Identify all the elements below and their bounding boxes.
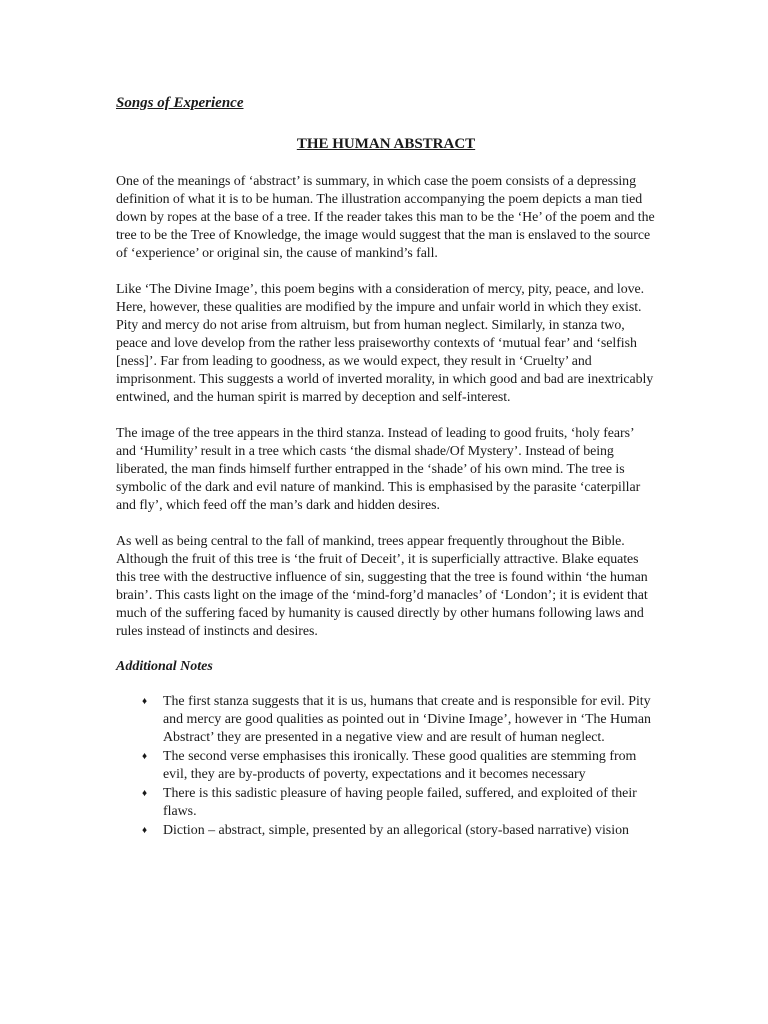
list-item [116,822,656,840]
note-text: Diction – abstract, simple, presented by an allegorical (story-based narrative) vision [163,823,629,838]
note-text: The second verse emphasises this ironically. These good qualities are stemming from evil, they are by-products of poverty, expectations and it becomes necessary [163,749,637,782]
diamond-bullet-icon: ♦ [142,696,148,707]
additional-notes-heading: Additional Notes [116,659,213,674]
section-label: Songs of Experience [116,95,244,111]
paragraph-3: The image of the tree appears in the third stanza. Instead of leading to good fruits, ‘holy fears’ and ‘Humility’ result in a tree which casts ‘the dismal shade/Of Mystery’. Instead of being liberated, the man finds himself further entrapped in the ‘shade’ of his own mind. The tree is symbolic of the dark and evil nature of mankind. This is emphasised by the parasite ‘caterpillar and fly’, which feed off the man’s dark and hidden desires. [116,426,641,513]
paragraph-4: As well as being central to the fall of mankind, trees appear frequently throughout the Bible. Although the fruit of this tree is ‘the fruit of Deceit’, it is superficially attractive. Blake equates this tree with the destructive influence of sin, suggesting that the tree is found within ‘the human brain’. This casts light on the image of the ‘mind-forg’d manacles’ of ‘London’; it is evident that much of the suffering faced by humanity is caused directly by other humans following laws and rules instead of instincts and desires. [116,534,648,639]
list-item [116,693,656,747]
page-title: THE HUMAN ABSTRACT [296,136,476,152]
list-item [116,785,656,821]
diamond-bullet-icon: ♦ [142,751,148,762]
diamond-bullet-icon: ♦ [142,788,148,799]
paragraph-1: One of the meanings of ‘abstract’ is summary, in which case the poem consists of a depressing definition of what it is to be human. The illustration accompanying the poem depicts a man tied down by ropes at the base of a tree. If the reader takes this man to be the ‘He’ of the poem and the tree to be the Tree of Knowledge, the image would suggest that the man is enslaved to the source of ‘experience’ or original sin, the cause of mankind’s fall. [116,174,655,261]
note-text: There is this sadistic pleasure of having people failed, suffered, and exploited of their flaws. [163,786,637,819]
diamond-bullet-icon: ♦ [142,825,148,836]
list-item [116,748,656,784]
note-text: The first stanza suggests that it is us, humans that create and is responsible for evil. Pity and mercy are good qualities as pointed out in ‘Divine Image’, however in ‘The Human Abstract’ they are presented in a negative view and are result of human neglect. [163,694,651,745]
additional-notes-list [116,693,656,840]
document-page [116,92,656,841]
paragraph-2: Like ‘The Divine Image’, this poem begins with a consideration of mercy, pity, peace, and love. Here, however, these qualities are modified by the impure and unfair world in which they exist. Pity and mercy do not arise from altruism, but from human neglect. Similarly, in stanza two, peace and love develop from the rather less praiseworthy contexts of ‘mutual fear’ and ‘selfish [ness]’. Far from leading to goodness, as we would expect, they result in ‘Cruelty’ and imprisonment. This suggests a world of inverted morality, in which good and bad are inextricably entwined, and the human spirit is marred by deception and self-interest. [116,282,654,405]
